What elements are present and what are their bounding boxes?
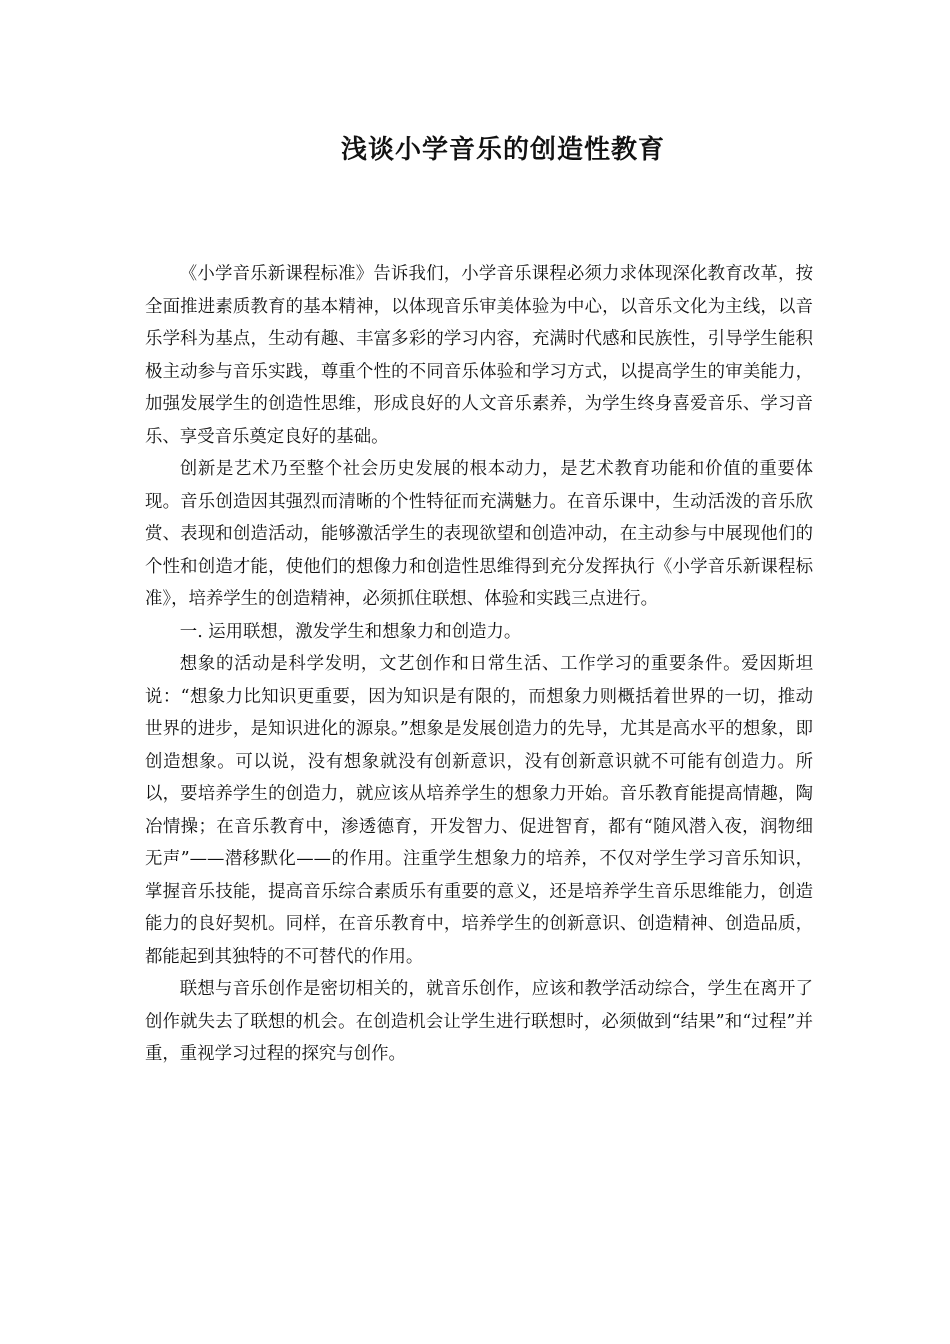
- paragraph: 《小学音乐新课程标准》告诉我们，小学音乐课程必须力求体现深化教育改革，按全面推进素质教育的基本精神，以体现音乐审美体验为中心，以音乐文化为主线，以音乐学科为基点，生动有趣、丰富多彩的学习内容，充满时代感和民族性，引导学生能积极主动参与音乐实践，尊重个性的不同音乐体验和学习方式，以提高学生的审美能力，加强发展学生的创造性思维，形成良好的人文音乐素养，为学生终身喜爱音乐、学习音乐、享受音乐奠定良好的基础。: [145, 264, 813, 447]
- paragraph: 联想与音乐创作是密切相关的，就音乐创作，应该和教学活动综合，学生在离开了创作就失去了联想的机会。在创造机会让学生进行联想时，必须做到“结果”和“过程”并重，重视学习过程的探究与创作。: [145, 979, 813, 1064]
- paragraph: 想象的活动是科学发明，文艺创作和日常生活、工作学习的重要条件。爱因斯坦说：“想象力比知识更重要，因为知识是有限的，而想象力则概括着世界的一切，推动世界的进步，是知识进化的源泉。”想象是发展创造力的先导，尤其是高水平的想象，即创造想象。可以说，没有想象就没有创新意识，没有创新意识就不可能有创造力。所以，要培养学生的创造力，就应该从培养学生的想象力开始。音乐教育能提高情趣，陶冶情操；在音乐教育中，渗透德育，开发智力、促进智育，都有“随风潜入夜，润物细无声”——潜移默化——的作用。注重学生想象力的培养，不仅对学生学习音乐知识，掌握音乐技能，提高音乐综合素质乐有重要的意义，还是培养学生音乐思维能力，创造能力的良好契机。同样，在音乐教育中，培养学生的创新意识、创造精神、创造品质，都能起到其独特的不可替代的作用。: [145, 654, 813, 967]
- section-heading: 一. 运用联想，激发学生和想象力和创造力。: [179, 621, 522, 642]
- paragraph: 创新是艺术乃至整个社会历史发展的根本动力，是艺术教育功能和价值的重要体现。音乐创造因其强烈而清晰的个性特征而充满魅力。在音乐课中，生动活泼的音乐欣赏、表现和创造活动，能够激活学生的表现欲望和创造冲动，在主动参与中展现他们的个性和创造才能，使他们的想像力和创造性思维得到充分发挥执行《小学音乐新课程标准》，培养学生的创造精神，必须抓住联想、体验和实践三点进行。: [145, 459, 813, 609]
- document-body: [145, 258, 813, 1071]
- document-title: 浅谈小学音乐的创造性教育: [340, 135, 665, 165]
